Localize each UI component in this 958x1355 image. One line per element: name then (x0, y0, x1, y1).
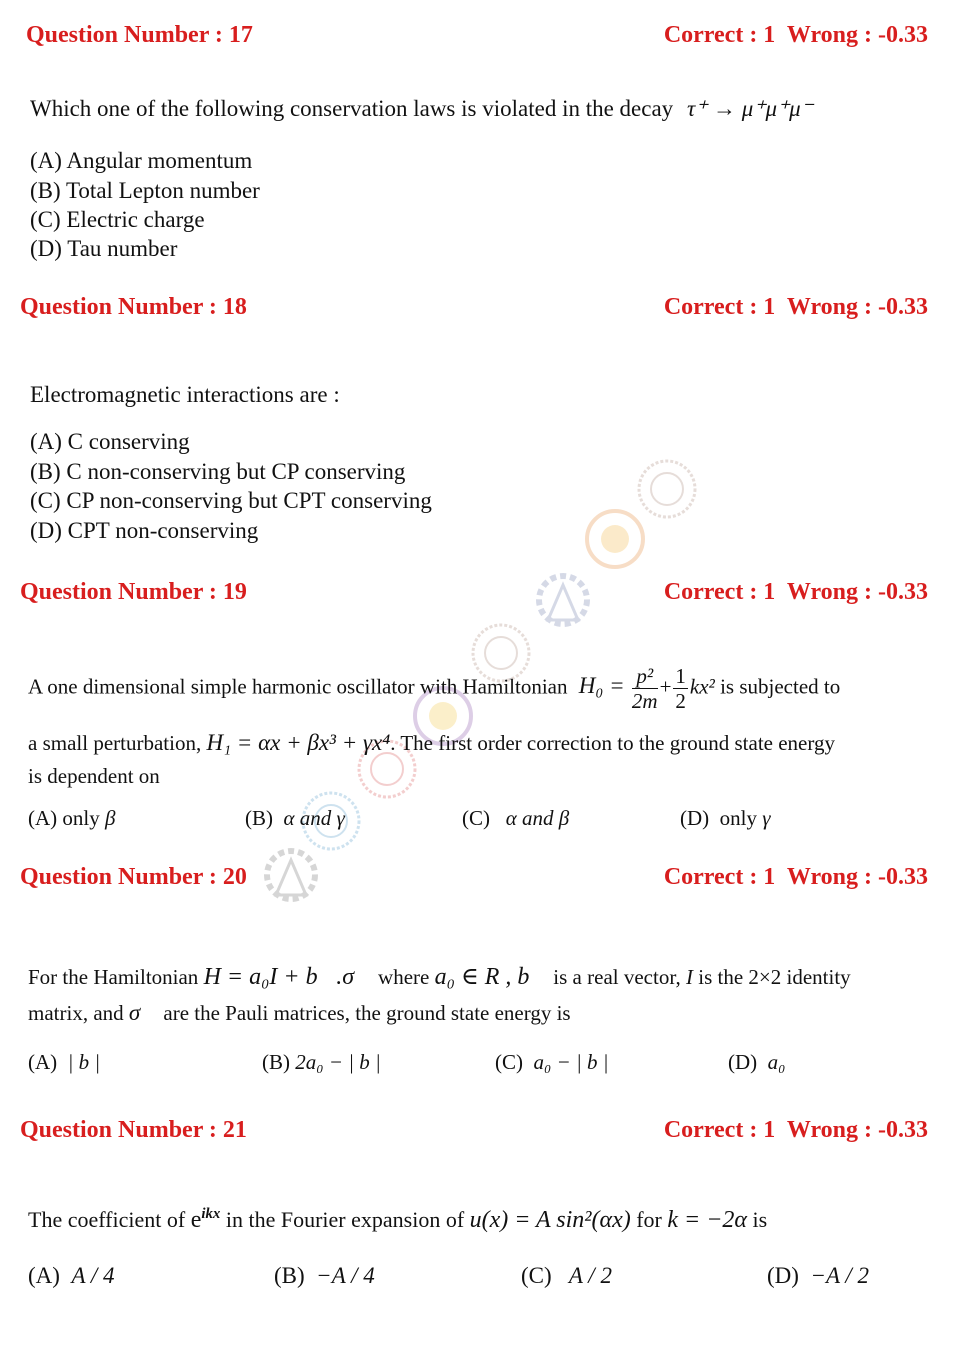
marking-scheme: Correct : 1 Wrong : -0.33 (663, 579, 928, 605)
question-21-stem (28, 1206, 767, 1234)
marking-scheme: Correct : 1 Wrong : -0.33 (663, 864, 928, 890)
question-number: Question Number : 17 (26, 22, 253, 48)
option-c[interactable]: (C) α and β (462, 806, 570, 830)
question-18-header (20, 294, 928, 324)
question-number: Question Number : 19 (20, 579, 247, 605)
stem-text: for (636, 1207, 662, 1232)
exponential-base: e (190, 1207, 202, 1233)
option-c[interactable]: (C) CP non-conserving but CPT conserving (30, 488, 432, 513)
stem-text: . The first order correction to the ground state energy (390, 731, 835, 755)
sigma-vector: σ⃗ (128, 1000, 159, 1025)
watermark-leaf-icon (584, 508, 646, 570)
question-number: Question Number : 18 (20, 294, 247, 320)
option-b[interactable]: (B) α and γ (245, 806, 345, 830)
exponent: ikx (201, 1206, 221, 1222)
stem-text: is (752, 1207, 768, 1232)
question-17-stem (30, 96, 813, 122)
option-b[interactable]: (B) 2a₀ − | b | (262, 1050, 381, 1074)
decay-equation: τ⁺ → μ⁺μ⁺μ⁻ (686, 96, 813, 121)
marking-scheme: Correct : 1 Wrong : -0.33 (663, 22, 928, 48)
question-19-header (20, 579, 928, 609)
option-a[interactable]: (A) | b | (28, 1050, 101, 1074)
option-b[interactable]: (B) −A / 4 (274, 1263, 375, 1288)
hamiltonian-equation: H = a₀I + b⃗.σ⃗ (203, 964, 373, 990)
condition-math: a₀ ∈ R , b⃗ (434, 964, 549, 990)
question-number: Question Number : 21 (20, 1117, 247, 1143)
option-d[interactable]: (D) Tau number (30, 236, 178, 261)
hamiltonian-label: H₀ = (578, 673, 625, 699)
option-c[interactable]: (C) Electric charge (30, 207, 205, 232)
option-a[interactable]: (A) only β (28, 806, 116, 830)
question-19-stem-line2 (28, 730, 835, 756)
fraction-p2-2m: $\frac{\text{p²}}{2m}$ (631, 664, 658, 713)
question-19-stem-line3: is dependent on (28, 764, 160, 788)
stem-text: in the Fourier expansion of (225, 1207, 465, 1232)
option-c[interactable]: (C) A / 2 (521, 1263, 612, 1288)
potential-term: kx² (689, 674, 715, 699)
stem-text: is a real vector, (553, 965, 681, 989)
fraction-one-half: $\frac{1}{2}$ (675, 664, 686, 713)
option-d[interactable]: (D) CPT non-conserving (30, 518, 259, 543)
stem-text: where (378, 965, 430, 989)
option-d[interactable]: (D) −A / 2 (767, 1263, 869, 1288)
question-19-stem-line1: A one dimensional simple harmonic oscillator with Hamiltonian H₀ = $\frac{\text{p²}}{2m}$ + $\frac{1}{2}$ kx² is subjected to (28, 664, 841, 713)
option-b[interactable]: (B) Total Lepton number (30, 178, 260, 203)
option-a[interactable]: (A) C conserving (30, 429, 190, 454)
marking-scheme: Correct : 1 Wrong : -0.33 (663, 294, 928, 320)
option-d[interactable]: (D) a₀ (728, 1050, 786, 1074)
question-17-header (20, 22, 928, 52)
option-b[interactable]: (B) C non-conserving but CP conserving (30, 459, 406, 484)
option-a[interactable]: (A) Angular momentum (30, 148, 253, 173)
question-18-stem: Electromagnetic interactions are : (30, 382, 340, 407)
stem-text: The coefficient of (28, 1207, 186, 1232)
option-a[interactable]: (A) A / 4 (28, 1263, 115, 1288)
stem-text: are the Pauli matrices, the ground state energy is (163, 1001, 571, 1025)
question-20-header (20, 864, 928, 894)
stem-text: For the Hamiltonian (28, 965, 199, 989)
stem-text: is the 2×2 identity (698, 965, 851, 989)
option-d[interactable]: (D) only γ (680, 806, 771, 830)
stem-text: A one dimensional simple harmonic oscillator with Hamiltonian (28, 674, 568, 699)
option-c[interactable]: (C) a₀ − | b | (495, 1050, 609, 1074)
function-equation: u(x) = A sin²(αx) (469, 1207, 631, 1233)
question-20-stem-line2 (28, 1000, 571, 1026)
question-21-header (20, 1117, 928, 1147)
question-20-stem-line1 (28, 962, 851, 991)
question-number: Question Number : 20 (20, 864, 247, 890)
stem-text: Which one of the following conservation laws is violated in the decay (30, 96, 674, 121)
perturbation-equation: H₁ = αx + βx³ + γx⁴ (206, 730, 391, 755)
marking-scheme: Correct : 1 Wrong : -0.33 (663, 1117, 928, 1143)
stem-text: matrix, and (28, 1001, 124, 1025)
stem-text: is subjected to (720, 674, 841, 699)
identity-symbol: I (685, 965, 693, 989)
k-value: k = −2α (667, 1207, 748, 1233)
stem-text: a small perturbation, (28, 731, 202, 755)
